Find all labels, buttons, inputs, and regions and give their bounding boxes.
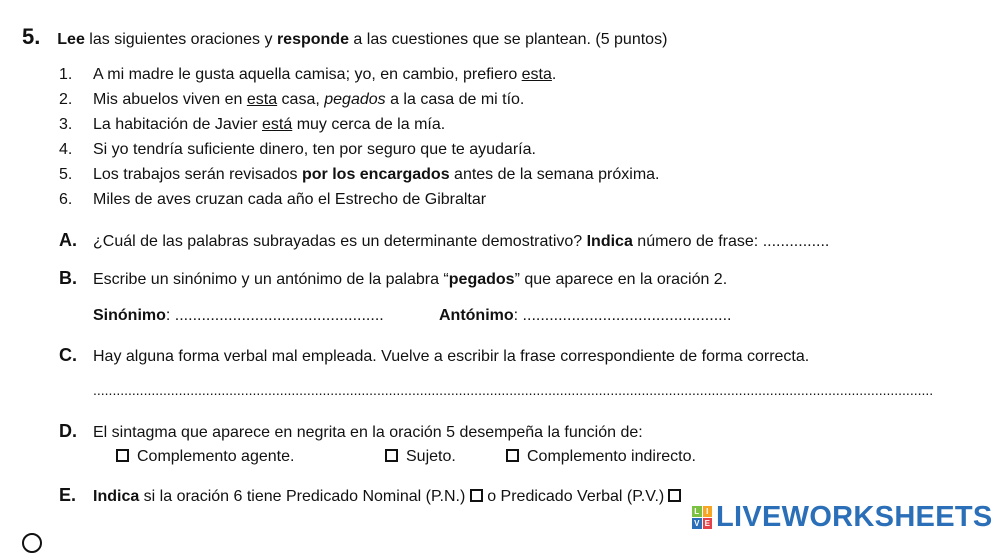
sentence-text: La habitación de Javier	[93, 116, 262, 133]
option-label: Sujeto.	[406, 448, 456, 465]
item-letter: E.	[59, 485, 77, 505]
liveworksheets-logo	[692, 500, 993, 534]
option-sujeto[interactable]	[385, 448, 456, 466]
item-text: ¿Cuál de las palabras subrayadas es un determinante demostrativo?	[93, 233, 587, 250]
checkbox-icon[interactable]	[668, 489, 681, 502]
liveworksheets-text: LIVEWORKSHEETS	[716, 500, 993, 533]
option-label: Complemento agente.	[137, 448, 295, 465]
checkbox-icon[interactable]	[506, 449, 519, 462]
question-number: 5.	[22, 24, 41, 49]
option-label: Complemento indirecto.	[527, 448, 696, 465]
antonym-label: Antónimo	[439, 307, 514, 324]
intro-bold-lee: Lee	[57, 31, 85, 48]
sentence-text: A mi madre le gusta aquella camisa; yo, en cambio, prefiero	[93, 66, 522, 83]
answer-line[interactable]: ........................................................................................................................................................................................................................	[93, 382, 934, 398]
sentence-text: Mis abuelos viven en	[93, 91, 247, 108]
item-text: si la oración 6 tiene Predicado Nominal (P.N.)	[139, 488, 470, 505]
underlined-word: está	[262, 116, 293, 133]
item-text: o Predicado Verbal (P.V.)	[482, 488, 665, 505]
underlined-word: esta	[521, 66, 552, 83]
liveworksheets-grid-icon	[692, 506, 712, 528]
item-c	[59, 345, 809, 366]
item-letter: D.	[59, 421, 77, 441]
intro-bold-responde: responde	[276, 31, 349, 48]
sentence-5	[59, 166, 659, 184]
sentence-2	[59, 91, 524, 109]
intro-text-2: a las cuestiones que se plantean. (5 puntos)	[348, 31, 668, 48]
sentence-text: Los trabajos serán revisados	[93, 166, 302, 183]
sentence-number: 1.	[59, 66, 73, 83]
grid-letter: V	[692, 518, 702, 529]
sentence-text: Si yo tendría suficiente dinero, ten por seguro que te ayudaría.	[93, 141, 536, 158]
item-letter: B.	[59, 268, 77, 288]
option-complemento-agente[interactable]	[116, 448, 294, 466]
antonym-line	[439, 307, 731, 325]
sentence-number: 2.	[59, 91, 73, 108]
item-bold: pegados	[448, 271, 515, 288]
item-e	[59, 485, 681, 506]
item-a	[59, 230, 829, 251]
synonym-line	[93, 307, 384, 325]
item-bold: Indica	[93, 488, 140, 505]
sentence-6	[59, 191, 486, 209]
checkbox-icon[interactable]	[470, 489, 483, 502]
sentence-text: casa,	[277, 91, 325, 108]
next-question-mark	[22, 533, 42, 553]
sentence-1	[59, 66, 556, 84]
sentence-3	[59, 116, 445, 134]
sentence-number: 5.	[59, 166, 73, 183]
question-header	[22, 24, 667, 50]
sentence-text: muy cerca de la mía.	[292, 116, 446, 133]
option-complemento-indirecto[interactable]	[506, 448, 696, 466]
synonym-label: Sinónimo	[93, 307, 166, 324]
grid-letter: E	[703, 518, 713, 529]
sentence-number: 4.	[59, 141, 73, 158]
item-letter: C.	[59, 345, 77, 365]
item-text: Hay alguna forma verbal mal empleada. Vuelve a escribir la frase correspondiente de forma correcta.	[93, 348, 810, 365]
item-b	[59, 268, 727, 289]
sentence-text: Miles de aves cruzan cada año el Estrecho de Gibraltar	[93, 191, 487, 208]
sentence-text: a la casa de mi tío.	[385, 91, 525, 108]
checkbox-icon[interactable]	[385, 449, 398, 462]
sentence-text: .	[551, 66, 557, 83]
intro-text-1: las siguientes oraciones y	[84, 31, 277, 48]
item-letter: A.	[59, 230, 77, 250]
underlined-word: esta	[246, 91, 278, 108]
item-text: Escribe un sinónimo y un antónimo de la palabra “	[93, 271, 449, 288]
antonym-answer[interactable]: : ...............................................	[513, 307, 732, 324]
item-text: El sintagma que aparece en negrita en la oración 5 desempeña la función de:	[93, 424, 643, 441]
sentence-number: 6.	[59, 191, 73, 208]
item-text: ” que aparece en la oración 2.	[514, 271, 728, 288]
answer-dots[interactable]: número de frase: ...............	[632, 233, 830, 250]
synonym-answer[interactable]: : ...............................................	[165, 307, 384, 324]
sentence-4	[59, 141, 536, 159]
checkbox-icon[interactable]	[116, 449, 129, 462]
italic-word: pegados	[324, 91, 386, 108]
grid-letter: I	[703, 506, 713, 517]
item-bold: Indica	[586, 233, 633, 250]
sentence-text: antes de la semana próxima.	[449, 166, 660, 183]
bold-phrase: por los encargados	[302, 166, 450, 183]
grid-letter: L	[692, 506, 702, 517]
item-d	[59, 421, 643, 442]
sentence-number: 3.	[59, 116, 73, 133]
